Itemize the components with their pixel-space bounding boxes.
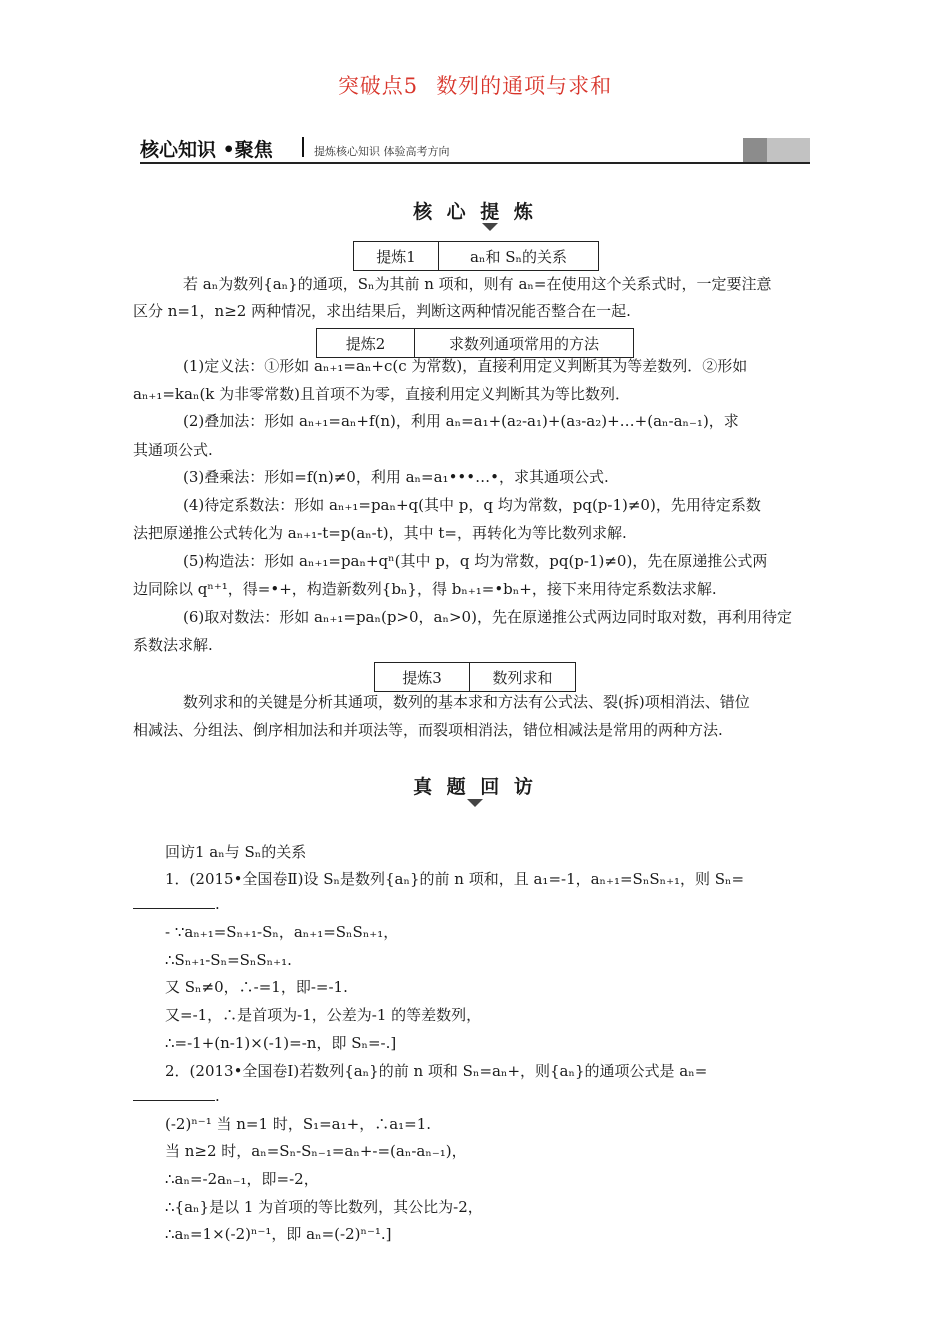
question-1: 1．(2015•全国卷Ⅱ)设 Sₙ是数列{aₙ}的前 n 项和，且 a₁=-1，aₙ₊₁=SₙSₙ₊₁，则 Sₙ= [165, 870, 745, 888]
title-label: 突破点5 [337, 74, 419, 98]
solution-1-line: 又=-1，∴是首项为-1，公差为-1 的等差数列， [165, 1006, 482, 1024]
question-1-blank [133, 894, 220, 914]
header-bar-separator [302, 137, 304, 157]
question-2: 2．(2013•全国卷Ⅰ)若数列{aₙ}的前 n 项和 Sₙ=aₙ+，则{aₙ}的通项公式是 aₙ= [165, 1062, 708, 1080]
header-bar-block-light [767, 138, 810, 162]
method-line: aₙ₊₁=kaₙ(k 为非零常数)且首项不为零，直接利用定义判断其为等比数列． [133, 385, 631, 403]
solution-2-line: (-2)ⁿ⁻¹ 当 n=1 时，S₁=a₁+，∴a₁=1. [165, 1115, 432, 1133]
method-line: 法把原递推公式转化为 aₙ₊₁-t=p(aₙ-t)，其中 t=，再转化为等比数列求解. [133, 524, 627, 542]
box-tilian-3-text: 数列求和 [492, 668, 553, 687]
method-line: (3)叠乘法：形如=f(n)≠0，利用 aₙ=a₁•••…•，求其通项公式. [183, 468, 609, 486]
page-title [0, 70, 950, 100]
answer-blank [133, 1086, 215, 1101]
box-tilian-2-text: 求数列通项常用的方法 [448, 334, 599, 353]
box-tilian-1-text: aₙ和 Sₙ的关系 [470, 247, 567, 266]
question-1-end: . [215, 895, 220, 913]
para-3-line-1: 数列求和的关键是分析其通项，数列的基本求和方法有公式法、裂(拆)项相消法、错位 [183, 693, 750, 711]
box-tilian-2 [316, 328, 634, 358]
section-marker-icon [467, 799, 483, 807]
method-line: (5)构造法：形如 aₙ₊₁=paₙ+qⁿ(其中 p，q 均为常数，pq(p-1)≠0)，先在原递推公式两 [183, 552, 768, 570]
section-title-core: 核 心 提 炼 [413, 201, 537, 223]
question-2-blank [133, 1086, 220, 1106]
header-bar-rule [140, 162, 810, 164]
header-bar-block-dark [743, 138, 767, 162]
method-line: (4)待定系数法：形如 aₙ₊₁=paₙ+q(其中 p，q 均为常数，pq(p-1)≠0)，先用待定系数 [183, 496, 761, 514]
review-heading: 回访1 aₙ与 Sₙ的关系 [165, 843, 307, 861]
para-1-line-2: 区分 n=1，n≥2 两种情况，求出结果后，判断这两种情况能否整合在一起. [133, 302, 631, 320]
solution-2-line: ∴{aₙ}是以 1 为首项的等比数列，其公比为-2， [165, 1198, 483, 1216]
solution-2-line: 当 n≥2 时，aₙ=Sₙ-Sₙ₋₁=aₙ+-=(aₙ-aₙ₋₁)， [165, 1142, 467, 1160]
solution-1-line: 又 Sₙ≠0，∴-=1，即-=-1. [165, 978, 348, 996]
question-2-end: . [215, 1087, 220, 1105]
para-1-line-1: 若 aₙ为数列{aₙ}的通项，Sₙ为其前 n 项和，则有 aₙ=在使用这个关系式时，一定要注意 [183, 275, 772, 293]
header-bar-sub: 提炼核心知识 体验高考方向 [314, 145, 450, 158]
method-line: (2)叠加法：形如 aₙ₊₁=aₙ+f(n)，利用 aₙ=a₁+(a₂-a₁)+(a₃-a₂)+…+(aₙ-aₙ₋₁)，求 [183, 412, 739, 430]
solution-1-line: - ∵aₙ₊₁=Sₙ₊₁-Sₙ，aₙ₊₁=SₙSₙ₊₁， [165, 923, 399, 941]
method-line: (6)取对数法：形如 aₙ₊₁=paₙ(p>0，aₙ>0)，先在原递推公式两边同时取对数，再利用待定 [183, 608, 792, 626]
section-header-bar [140, 135, 810, 165]
method-line: (1)定义法：①形如 aₙ₊₁=aₙ+c(c 为常数)，直接利用定义判断其为等差数列．②形如 [183, 357, 748, 375]
box-tilian-2-label: 提炼2 [317, 329, 415, 357]
para-3-line-2: 相减法、分组法、倒序相加法和并项法等，而裂项相消法，错位相减法是常用的两种方法. [133, 721, 723, 739]
solution-1-line: ∴=-1+(n-1)×(-1)=-n，即 Sₙ=-.] [165, 1034, 397, 1052]
method-line: 系数法求解. [133, 636, 213, 654]
box-tilian-1 [353, 241, 599, 271]
box-tilian-3-label: 提炼3 [375, 663, 470, 691]
section-marker-icon [482, 223, 498, 231]
section-title-review: 真 题 回 访 [413, 776, 537, 798]
title-text: 数列的通项与求和 [436, 74, 613, 98]
box-tilian-3 [374, 662, 576, 692]
method-line: 边同除以 qⁿ⁺¹，得=•+，构造新数列{bₙ}，得 bₙ₊₁=•bₙ+，接下来用待定系数法求解. [133, 580, 717, 598]
header-bar-main: 核心知识 •聚焦 [140, 139, 273, 161]
solution-1-line: ∴Sₙ₊₁-Sₙ=SₙSₙ₊₁. [165, 951, 292, 969]
method-line: 其通项公式. [133, 441, 213, 459]
answer-blank [133, 894, 215, 909]
solution-2-line: ∴aₙ=-2aₙ₋₁，即=-2， [165, 1170, 319, 1188]
box-tilian-1-label: 提炼1 [354, 242, 439, 270]
solution-2-line: ∴aₙ=1×(-2)ⁿ⁻¹，即 aₙ=(-2)ⁿ⁻¹.] [165, 1225, 392, 1243]
